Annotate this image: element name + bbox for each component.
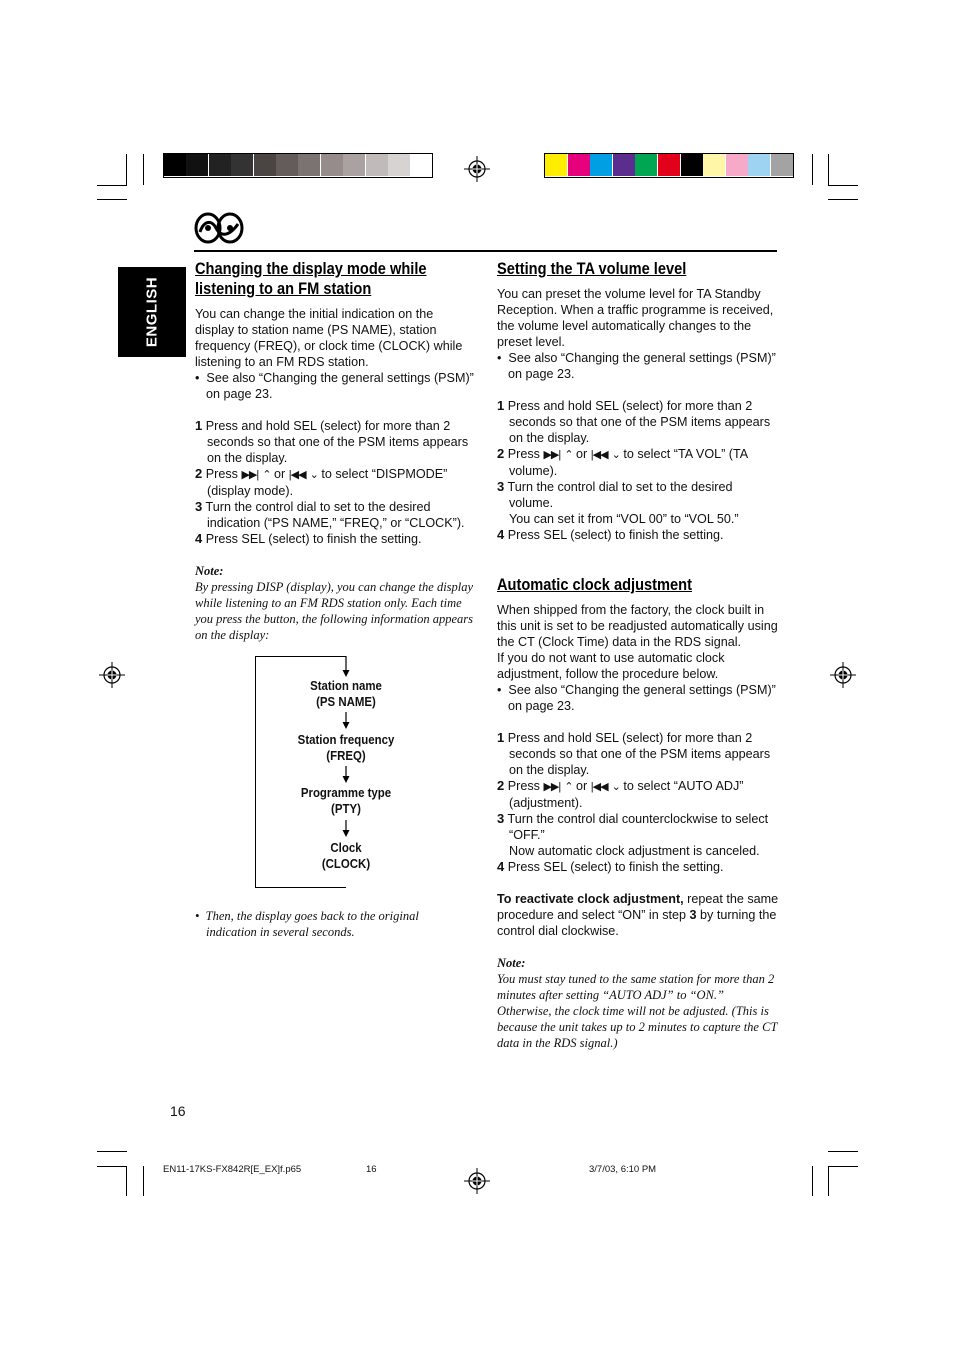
- ta-volume-section: [497, 286, 780, 543]
- display-mode-section: [195, 306, 475, 643]
- clock-adjust-section: [497, 602, 780, 1051]
- clock-adjust-heading: Automatic clock adjustment: [497, 575, 692, 594]
- flow-programme-type: Programme type (PTY): [300, 785, 392, 816]
- arrow-down-icon: [342, 712, 350, 730]
- ta-see-also-note: • See also “Changing the general settings (PSM)” on page 23.: [497, 351, 776, 381]
- next-up-button-icon: ▶▶| ⌃: [543, 449, 573, 461]
- ta-step-2: 2 Press ▶▶| ⌃ or |◀◀ ⌄ to select “TA VOL” (TA volume).: [497, 446, 748, 478]
- clock-step-3: 3 Turn the control dial counterclockwise to select “OFF.” Now automatic clock adjustment is canceled.: [497, 811, 769, 858]
- ta-step-1: 1 Press and hold SEL (select) for more than 2 seconds so that one of the PSM items appears on the display.: [497, 398, 771, 445]
- registration-mark-icon: [830, 662, 856, 688]
- language-tab-label: ENGLISH: [143, 276, 161, 348]
- step-2: 2 Press ▶▶| ⌃ or |◀◀ ⌄ to select “DISPMODE” (display mode).: [195, 466, 448, 498]
- ta-intro-text: You can preset the volume level for TA Standby Reception. When a traffic programme is received, the volume level automatically changes to the preset level.: [497, 287, 774, 349]
- footer-file-name: EN11-17KS-FX842R[E_EX]f.p65: [163, 1164, 302, 1175]
- clock-intro-text-2: If you do not want to use automatic clock adjustment, follow the procedure below.: [497, 651, 725, 681]
- after-note: • Then, the display goes back to the original indication in several seconds.: [195, 909, 419, 939]
- clock-step-1: 1 Press and hold SEL (select) for more than 2 seconds so that one of the PSM items appears on the display.: [497, 730, 771, 777]
- ta-step-4: 4 Press SEL (select) to finish the setting.: [497, 527, 724, 542]
- registration-mark-icon: [464, 1168, 490, 1194]
- step-4: 4 Press SEL (select) to finish the setting.: [195, 531, 422, 546]
- clock-note-heading: Note:: [497, 956, 526, 970]
- page-number: 16: [170, 1103, 186, 1119]
- prev-down-button-icon: |◀◀ ⌄: [590, 449, 620, 461]
- arrow-down-icon: [342, 820, 350, 838]
- registration-mark-icon: [464, 156, 490, 182]
- intro-text: You can change the initial indication on the display to station name (PS NAME), station frequency (FREQ), or clock time (CLOCK) while listening to an FM RDS station.: [195, 307, 463, 369]
- prev-down-button-icon: |◀◀ ⌄: [590, 781, 620, 793]
- clock-note-text: You must stay tuned to the same station for more than 2 minutes after setting “AUTO ADJ” to “ON.” Otherwise, the clock time will not be adjusted. (This is because the unit takes up to 2 minutes to capture the CT data in the RDS signal.): [497, 972, 778, 1050]
- flow-station-name: Station name (PS NAME): [310, 678, 382, 709]
- prev-down-button-icon: |◀◀ ⌄: [288, 469, 318, 481]
- clock-see-also-note: • See also “Changing the general settings (PSM)” on page 23.: [497, 683, 776, 713]
- arrow-down-icon: [342, 656, 350, 678]
- header-rule: [194, 250, 777, 252]
- clock-intro-text: When shipped from the factory, the clock built in this unit is set to be readjusted automatically using the CT (Clock Time) data in the RDS signal.: [497, 603, 778, 649]
- ta-volume-heading: Setting the TA volume level: [497, 259, 687, 278]
- see-also-note: • See also “Changing the general settings (PSM)” on page 23.: [195, 371, 474, 401]
- flow-clock: Clock (CLOCK): [321, 840, 371, 871]
- color-bar-frame: [544, 153, 794, 178]
- footer-page: 16: [366, 1164, 377, 1175]
- clock-step-4: 4 Press SEL (select) to finish the setting.: [497, 859, 724, 874]
- ta-step-3: 3 Turn the control dial to set to the desired volume. You can set it from “VOL 00” to “VOL 50.”: [497, 479, 739, 526]
- rds-logo-icon: [194, 210, 244, 246]
- arrow-down-icon: [342, 766, 350, 784]
- reactivate-text: To reactivate clock adjustment, repeat the same procedure and select “ON” in step 3 by turning the control dial clockwise.: [497, 892, 779, 938]
- step-3: 3 Turn the control dial to set to the desired indication (“PS NAME,” “FREQ,” or “CLOCK”).: [195, 499, 465, 530]
- step-1: 1 Press and hold SEL (select) for more than 2 seconds so that one of the PSM items appears on the display.: [195, 418, 469, 465]
- note-heading: Note:: [195, 564, 224, 578]
- registration-mark-icon: [99, 662, 125, 688]
- note-text: By pressing DISP (display), you can change the display while listening to an FM RDS station only. Each time you press the button, the following information appears on the display:: [195, 580, 474, 642]
- flow-station-frequency: Station frequency (FREQ): [297, 732, 395, 763]
- language-tab: [118, 267, 186, 357]
- footer-date: 3/7/03, 6:10 PM: [589, 1164, 657, 1175]
- color-bar-frame: [163, 153, 433, 178]
- clock-step-2: 2 Press ▶▶| ⌃ or |◀◀ ⌄ to select “AUTO ADJ” (adjustment).: [497, 778, 744, 810]
- display-mode-heading: Changing the display mode while listening to an FM station: [195, 259, 427, 298]
- next-up-button-icon: ▶▶| ⌃: [241, 469, 271, 481]
- next-up-button-icon: ▶▶| ⌃: [543, 781, 573, 793]
